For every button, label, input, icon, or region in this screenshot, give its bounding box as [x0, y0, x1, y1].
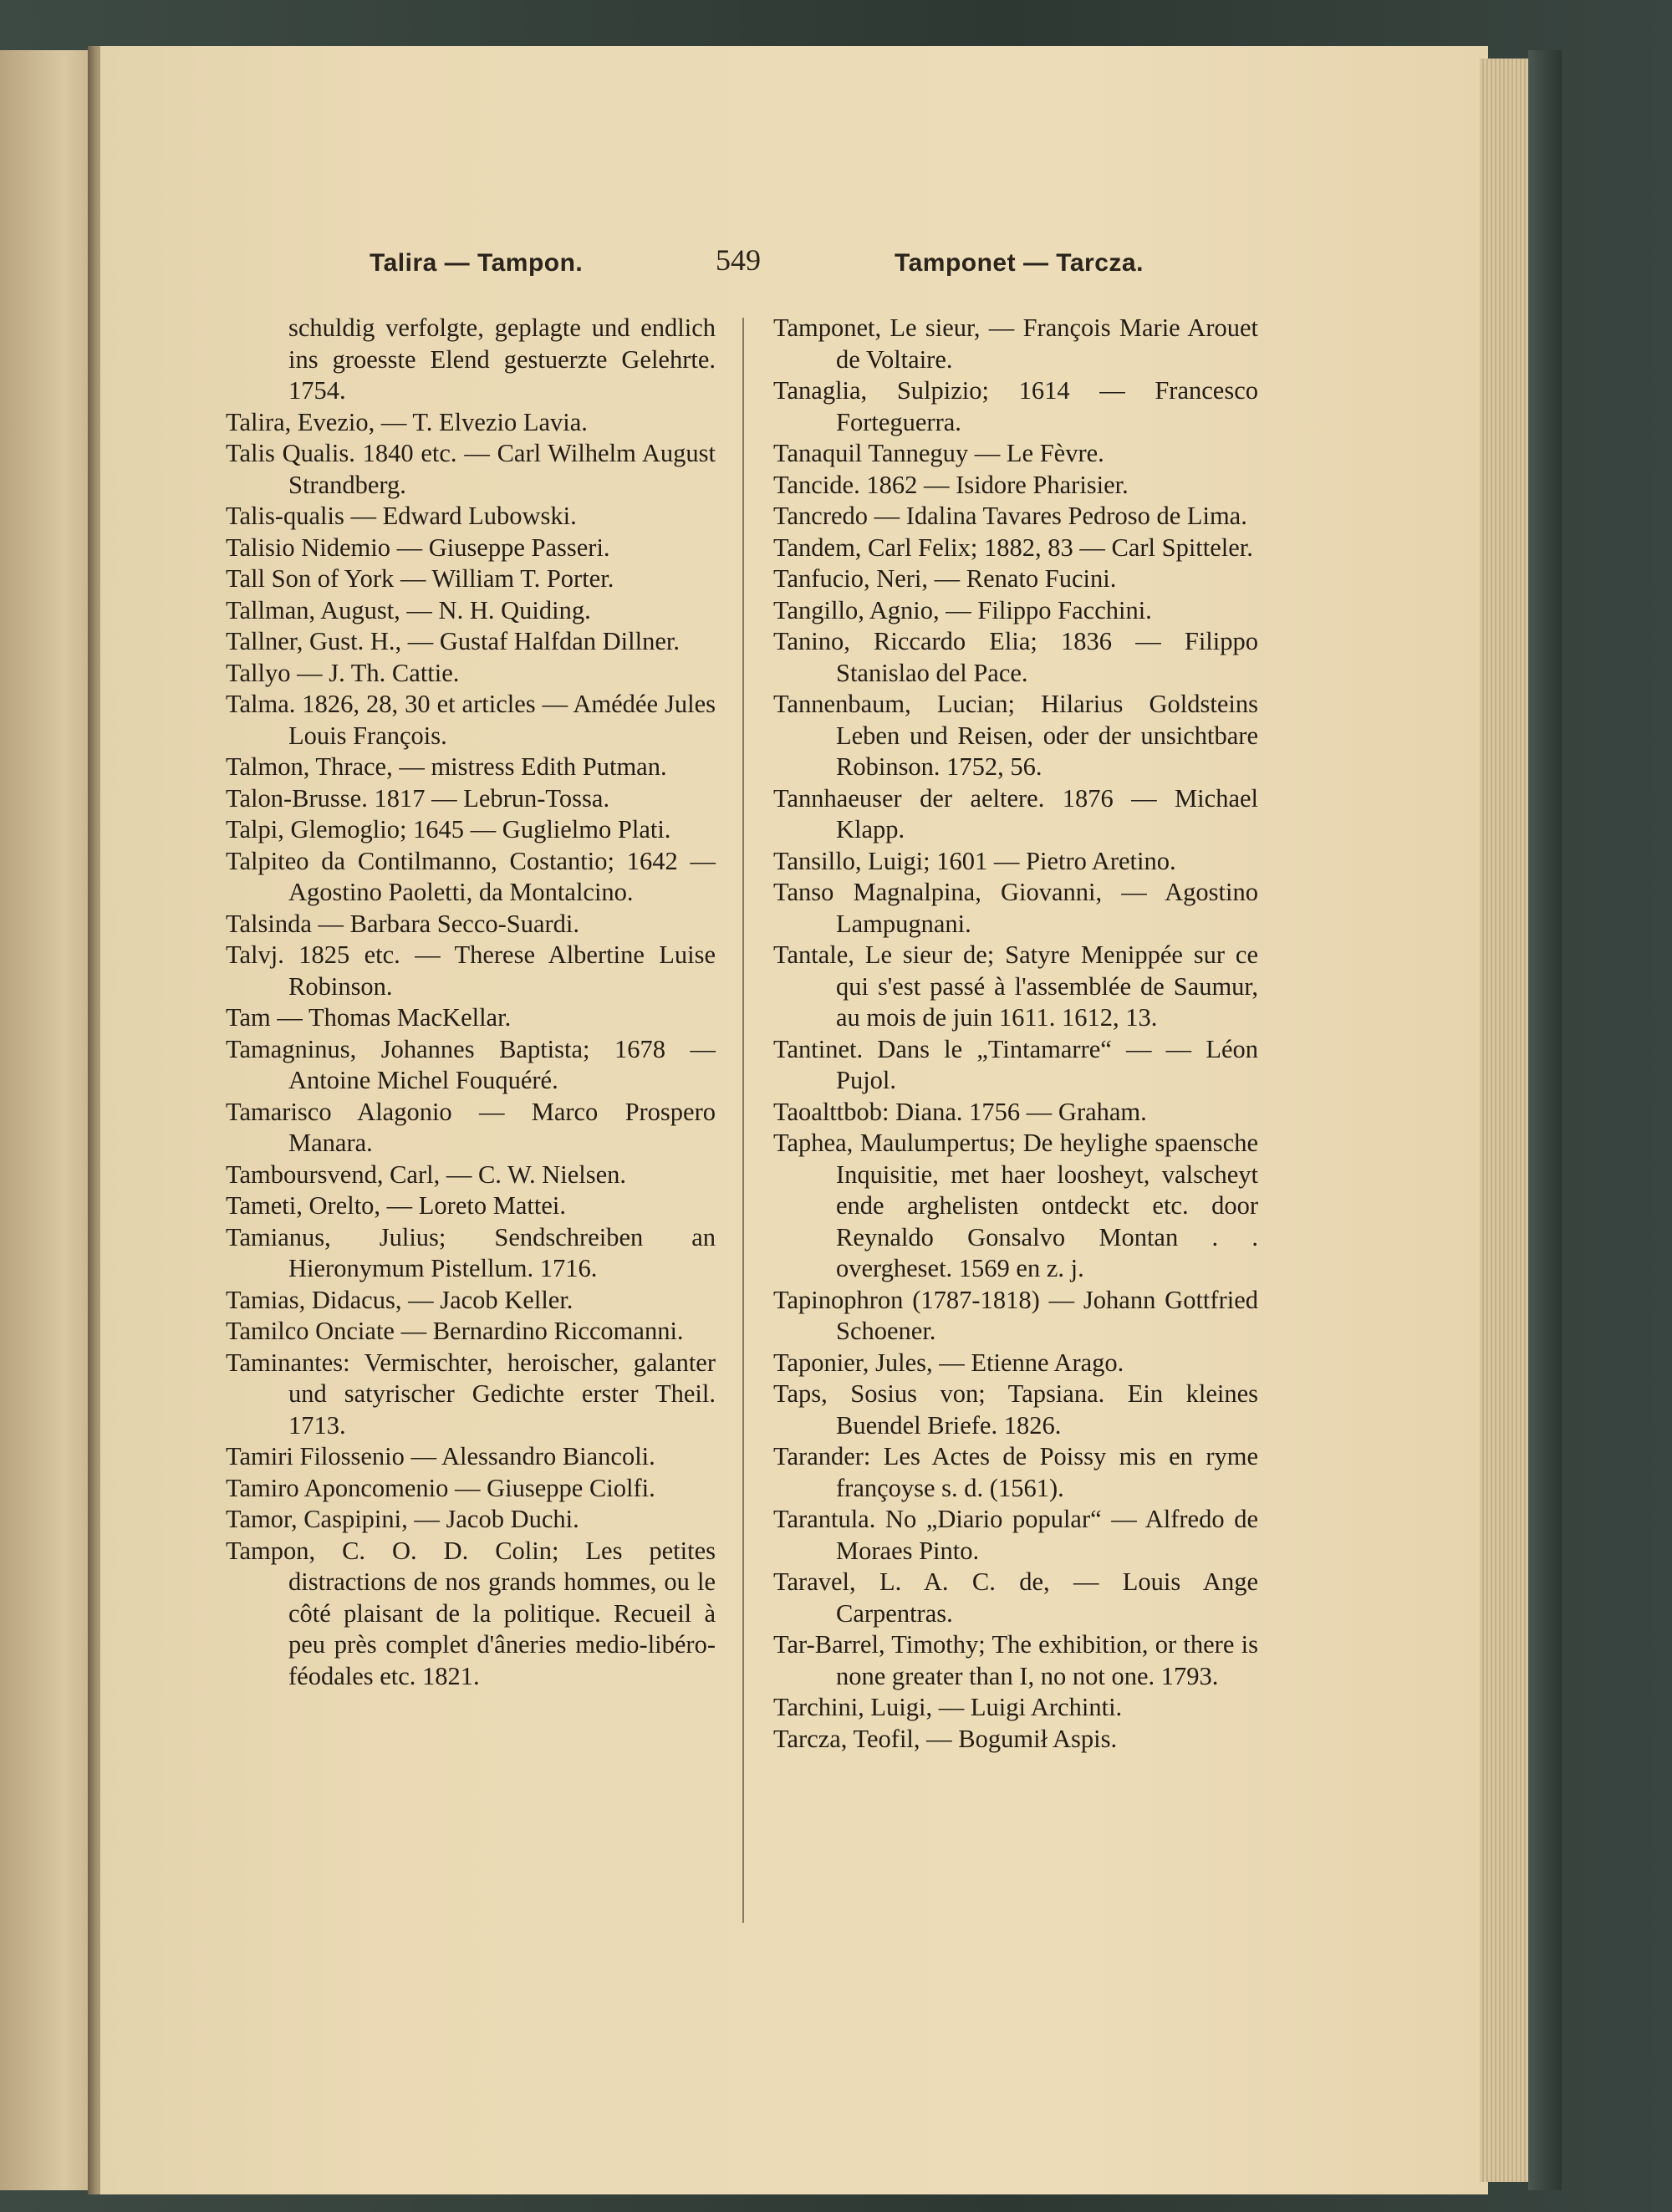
entry: Tarcza, Teofil, — Bogumił Aspis.	[773, 1724, 1118, 1753]
entry: Tallner, Gust. H., — Gustaf Halfdan Dillner.	[226, 627, 680, 655]
left-page-edge	[0, 50, 92, 2190]
column-divider	[742, 318, 744, 1923]
entry: Tanaquil Tanneguy — Le Fèvre.	[773, 439, 1104, 467]
entry: Tallman, August, — N. H. Quiding.	[226, 595, 591, 624]
cover-edge	[1528, 50, 1562, 2190]
entry: Tapinophron (1787-1818) — Johann Gottfried Schoener.	[773, 1285, 1258, 1345]
entry: Tancide. 1862 — Isidore Pharisier.	[773, 470, 1129, 499]
entry: Tamiro Aponcomenio — Giuseppe Ciolfi.	[226, 1473, 655, 1502]
entry: Tancredo — Idalina Tavares Pedroso de Lima.	[773, 502, 1247, 530]
entry: Tamagninus, Johannes Baptista; 1678 — Antoine Michel Fouquéré.	[226, 1034, 716, 1094]
entry: Tameti, Orelto, — Loreto Mattei.	[226, 1191, 566, 1220]
entry: Tar-Barrel, Timothy; The exhibition, or there is none greater than I, no not one. 1793.	[773, 1630, 1258, 1690]
entry: Tanino, Riccardo Elia; 1836 — Filippo Stanislao del Pace.	[773, 627, 1258, 687]
entry: Tamiri Filossenio — Alessandro Biancoli.	[226, 1442, 655, 1470]
entry: Talira, Evezio, — T. Elvezio Lavia.	[226, 407, 588, 436]
entry: Tam — Thomas MacKellar.	[226, 1003, 512, 1032]
entry: Tanfucio, Neri, — Renato Fucini.	[773, 564, 1117, 593]
entry: Talpi, Glemoglio; 1645 — Guglielmo Plati.	[226, 815, 671, 844]
entry: Taps, Sosius von; Tapsiana. Ein kleines Buendel Briefe. 1826.	[773, 1379, 1258, 1440]
left-column	[226, 313, 716, 1692]
entry: Tanaglia, Sulpizio; 1614 — Francesco Forteguerra.	[773, 376, 1258, 436]
entry: Talon-Brusse. 1817 — Lebrun-Tossa.	[226, 783, 610, 813]
entry: Tamor, Caspipini, — Jacob Duchi.	[226, 1505, 579, 1533]
entry: Tannenbaum, Lucian; Hilarius Goldsteins Leben und Reisen, oder der unsichtbare Robinson. 1752, 56.	[773, 690, 1258, 781]
entry: Tamilco Onciate — Bernardino Riccomanni.	[226, 1317, 684, 1345]
page-number: 549	[716, 243, 761, 277]
entry: Tanso Magnalpina, Giovanni, — Agostino Lampugnani.	[773, 878, 1258, 938]
entry: Talsinda — Barbara Secco-Suardi.	[226, 909, 580, 938]
entry-continuation: schuldig verfolgte, geplagte und endlich ins groesste Elend gestuerzte Gelehrte. 1754.	[288, 313, 716, 405]
entry: Tansillo, Luigi; 1601 — Pietro Aretino.	[773, 846, 1176, 875]
entry: Tantale, Le sieur de; Satyre Menippée sur ce qui s'est passé à l'assemblée de Saumur, au mois de juin 1611. 1612, 13.	[773, 940, 1258, 1032]
entry: Talmon, Thrace, — mistress Edith Putman.	[226, 752, 667, 781]
entry: Tarander: Les Actes de Poissy mis en ryme françoyse s. d. (1561).	[773, 1442, 1258, 1502]
entry: Tamias, Didacus, — Jacob Keller.	[226, 1285, 573, 1314]
entry: Tallyo — J. Th. Cattie.	[226, 658, 460, 687]
entry: Tampon, C. O. D. Colin; Les petites distractions de nos grands hommes, ou le côté plaisant de la politique. Recueil à peu près complet d'âneries medio-libéro-féodales etc. 1821.	[226, 1536, 716, 1690]
running-title-right: Tamponet — Tarcza.	[895, 249, 1144, 277]
entry: Tamianus, Julius; Sendschreiben an Hieronymum Pistellum. 1716.	[226, 1222, 716, 1282]
entry: Tarchini, Luigi, — Luigi Archinti.	[773, 1693, 1123, 1721]
entry: Tall Son of York — William T. Porter.	[226, 564, 614, 593]
entry: Talpiteo da Contilmanno, Costantio; 1642 — Agostino Paoletti, da Montalcino.	[226, 846, 716, 906]
entry: Talisio Nidemio — Giuseppe Passeri.	[226, 533, 610, 562]
entry: Talma. 1826, 28, 30 et articles — Amédée Jules Louis François.	[226, 690, 716, 750]
entry: Taoalttbob: Diana. 1756 — Graham.	[773, 1097, 1147, 1126]
entry: Tantinet. Dans le „Tintamarre“ — — Léon Pujol.	[773, 1034, 1258, 1094]
entry: Tamponet, Le sieur, — François Marie Arouet de Voltaire.	[773, 313, 1258, 374]
entry: Talvj. 1825 etc. — Therese Albertine Luise Robinson.	[226, 940, 716, 1001]
entry: Talis Qualis. 1840 etc. — Carl Wilhelm August Strandberg.	[226, 439, 716, 499]
entry: Taminantes: Vermischter, heroischer, galanter und satyrischer Gedichte erster Theil. 1713.	[226, 1348, 716, 1440]
entry: Taphea, Maulumpertus; De heylighe spaensche Inquisitie, met haer loosheyt, valscheyt ende arghelisten ontdeckt etc. door Reynaldo Gonsalvo Montan . . overgheset. 1569 en z. j.	[773, 1129, 1258, 1282]
page-edges	[1480, 59, 1530, 2182]
entry: Tandem, Carl Felix; 1882, 83 — Carl Spitteler.	[773, 533, 1253, 562]
entry: Tangillo, Agnio, — Filippo Facchini.	[773, 595, 1152, 624]
entry: Tarantula. No „Diario popular“ — Alfredo de Moraes Pinto.	[773, 1505, 1258, 1565]
running-title-left: Talira — Tampon.	[370, 249, 584, 277]
right-column	[773, 313, 1258, 1755]
entry: Taravel, L. A. C. de, — Louis Ange Carpentras.	[773, 1567, 1258, 1628]
entry: Tamboursvend, Carl, — C. W. Nielsen.	[226, 1160, 627, 1189]
entry: Tannhaeuser der aeltere. 1876 — Michael Klapp.	[773, 783, 1258, 844]
entry: Talis-qualis — Edward Lubowski.	[226, 502, 577, 530]
entry: Tamarisco Alagonio — Marco Prospero Manara.	[226, 1097, 716, 1157]
entry: Taponier, Jules, — Etienne Arago.	[773, 1348, 1124, 1377]
